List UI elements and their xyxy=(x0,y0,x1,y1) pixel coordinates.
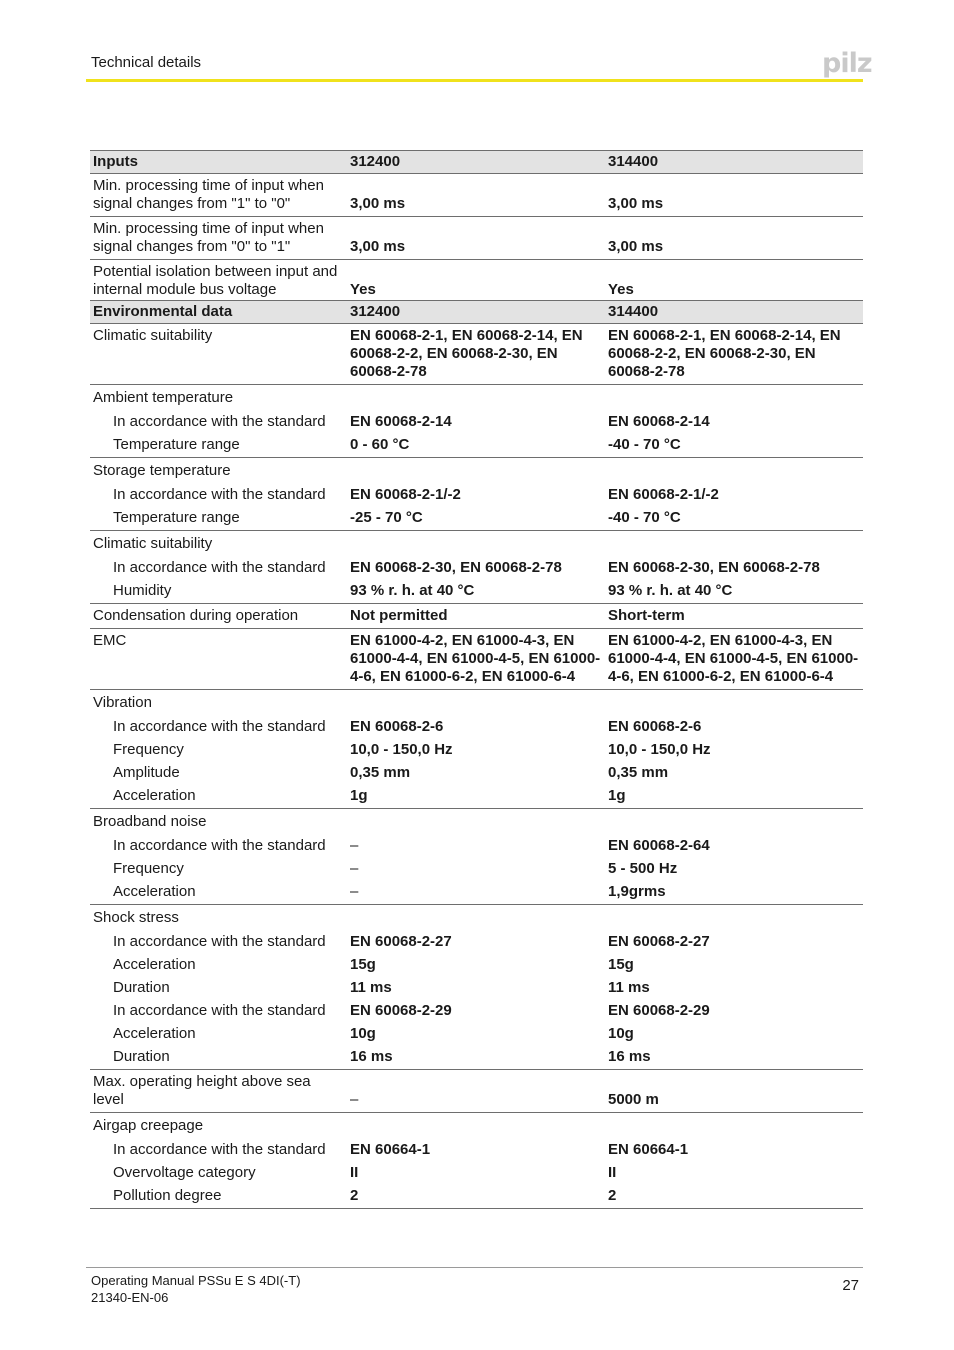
table-row xyxy=(90,739,863,762)
row-value: 5000 m xyxy=(605,1070,863,1113)
row-label: Duration xyxy=(113,979,170,996)
row-value: 5 - 500 Hz xyxy=(608,860,678,877)
table-row xyxy=(90,507,863,531)
row-value: -25 - 70 °C xyxy=(347,507,605,531)
row-value: 0,35 mm xyxy=(608,764,669,781)
row-label: Condensation during operation xyxy=(90,604,347,629)
row-label: Max. operating height above sea level xyxy=(90,1070,347,1113)
section-title: Environmental data xyxy=(90,301,347,324)
table-row xyxy=(90,1113,863,1140)
row-label: In accordance with the standard xyxy=(113,413,326,430)
table-row xyxy=(90,458,863,485)
section-title: Inputs xyxy=(90,151,347,174)
pilz-logo: pilz xyxy=(822,48,872,79)
technical-data-table xyxy=(90,150,863,1209)
row-value: Not permitted xyxy=(347,604,605,629)
row-label: Overvoltage category xyxy=(113,1164,256,1181)
table-row xyxy=(90,785,863,809)
row-label: In accordance with the standard xyxy=(113,486,326,503)
row-value: EN 60068-2-14 xyxy=(608,413,710,430)
row-label: Humidity xyxy=(90,580,347,604)
row-value: EN 60068-2-1/-2 xyxy=(350,486,461,503)
row-value: 3,00 ms xyxy=(347,174,605,217)
row-value: 1g xyxy=(347,785,605,809)
group-label: Airgap creepage xyxy=(93,1117,204,1134)
row-value: 0 - 60 °C xyxy=(347,434,605,458)
row-value: EN 60068-2-1/-2 xyxy=(608,486,719,503)
row-value: EN 61000-4-2, EN 61000-4-3, EN 61000-4-4, EN 61000-4-5, EN 61000-4-6, EN 61000-6-2, EN 61000-6-4 xyxy=(605,629,863,690)
row-value: II xyxy=(608,1164,617,1181)
table-row xyxy=(90,604,863,629)
row-label: Acceleration xyxy=(90,881,347,905)
table-row xyxy=(90,434,863,458)
table-row xyxy=(90,580,863,604)
row-value: EN 60068-2-27 xyxy=(608,933,710,950)
row-label: Frequency xyxy=(113,860,184,877)
table-row xyxy=(90,931,863,954)
group-label: Vibration xyxy=(93,694,152,711)
row-value: 1g xyxy=(605,785,863,809)
row-value: 10g xyxy=(608,1025,634,1042)
row-value: 16 ms xyxy=(347,1046,605,1070)
footer-rule xyxy=(86,1267,863,1268)
table-row xyxy=(90,881,863,905)
table-row xyxy=(90,484,863,507)
row-value: EN 60068-2-14 xyxy=(350,413,452,430)
row-value: 2 xyxy=(347,1185,605,1209)
column-header: 314400 xyxy=(605,301,863,324)
row-value: EN 61000-4-2, EN 61000-4-3, EN 61000-4-4, EN 61000-4-5, EN 61000-4-6, EN 61000-6-2, EN 61000-6-4 xyxy=(347,629,605,690)
table-row xyxy=(90,1023,863,1046)
table-row xyxy=(90,324,863,385)
row-label: Acceleration xyxy=(113,956,196,973)
group-label: Shock stress xyxy=(93,909,179,926)
row-value: 10,0 - 150,0 Hz xyxy=(350,741,453,758)
row-label: Potential isolation between input and internal module bus voltage xyxy=(93,263,338,298)
table-row xyxy=(90,977,863,1000)
column-header: 312400 xyxy=(347,301,605,324)
row-value: – xyxy=(347,881,605,905)
row-value: EN 60068-2-64 xyxy=(608,837,710,854)
row-value: – xyxy=(350,860,359,877)
row-value: 10,0 - 150,0 Hz xyxy=(608,741,711,758)
row-label: In accordance with the standard xyxy=(113,559,326,576)
row-value: 2 xyxy=(605,1185,863,1209)
table-row xyxy=(90,835,863,858)
row-value: Yes xyxy=(350,281,376,298)
row-label: Acceleration xyxy=(113,1025,196,1042)
table-row xyxy=(90,690,863,717)
table-row xyxy=(90,1070,863,1113)
group-label: Climatic suitability xyxy=(93,535,213,552)
row-label: In accordance with the standard xyxy=(113,933,326,950)
row-label: Min. processing time of input when signal changes from "1" to "0" xyxy=(90,174,347,217)
row-value: 10g xyxy=(350,1025,376,1042)
row-value: Short-term xyxy=(605,604,863,629)
group-label: Broadband noise xyxy=(93,813,207,830)
column-header: 314400 xyxy=(605,151,863,174)
row-label: Amplitude xyxy=(113,764,180,781)
row-value: 11 ms xyxy=(350,979,392,996)
row-value: EN 60068-2-27 xyxy=(350,933,452,950)
group-label: Ambient temperature xyxy=(93,389,234,406)
table-row xyxy=(90,716,863,739)
row-value: 1,9grms xyxy=(605,881,863,905)
row-value: EN 60068-2-6 xyxy=(350,718,444,735)
row-label: In accordance with the standard xyxy=(113,718,326,735)
table-row xyxy=(90,260,863,301)
row-value: EN 60068-2-29 xyxy=(350,1002,452,1019)
table-row xyxy=(90,905,863,932)
row-value: 15g xyxy=(608,956,634,973)
row-value: 16 ms xyxy=(605,1046,863,1070)
column-header: 312400 xyxy=(347,151,605,174)
table-row xyxy=(90,858,863,881)
row-label: In accordance with the standard xyxy=(113,837,326,854)
table-row xyxy=(90,411,863,434)
row-label: Min. processing time of input when signal changes from "0" to "1" xyxy=(90,217,347,260)
row-label: Climatic suitability xyxy=(90,324,347,385)
row-value: 93 % r. h. at 40 °C xyxy=(605,580,863,604)
table-row xyxy=(90,385,863,412)
row-value: 11 ms xyxy=(608,979,650,996)
table-row xyxy=(90,1139,863,1162)
row-label: Temperature range xyxy=(90,507,347,531)
row-value: 0,35 mm xyxy=(350,764,411,781)
table-row xyxy=(90,1162,863,1185)
table-row xyxy=(90,762,863,785)
row-label: In accordance with the standard xyxy=(113,1141,326,1158)
table-row xyxy=(90,1046,863,1070)
row-label: In accordance with the standard xyxy=(113,1002,326,1019)
table-row xyxy=(90,174,863,217)
page-number: 27 xyxy=(842,1277,859,1294)
row-label: Duration xyxy=(90,1046,347,1070)
group-label: Storage temperature xyxy=(93,462,231,479)
row-value: 3,00 ms xyxy=(347,217,605,260)
table-row xyxy=(90,809,863,836)
row-label: Frequency xyxy=(113,741,184,758)
table-row xyxy=(90,531,863,558)
row-value: EN 60068-2-1, EN 60068-2-14, EN 60068-2-2, EN 60068-2-30, EN 60068-2-78 xyxy=(605,324,863,385)
table-row xyxy=(90,1185,863,1209)
header-rule xyxy=(86,79,863,82)
row-value: 93 % r. h. at 40 °C xyxy=(347,580,605,604)
row-value: EN 60664-1 xyxy=(608,1141,689,1158)
section-header-environmental xyxy=(90,301,863,324)
table-row xyxy=(90,217,863,260)
row-value: 3,00 ms xyxy=(605,174,863,217)
row-value: EN 60068-2-6 xyxy=(608,718,702,735)
row-value: EN 60068-2-30, EN 60068-2-78 xyxy=(608,559,820,576)
table-row xyxy=(90,557,863,580)
row-value: 3,00 ms xyxy=(605,217,863,260)
footer-manual-title: Operating Manual PSSu E S 4DI(-T) xyxy=(91,1273,301,1288)
section-header-inputs xyxy=(90,151,863,174)
row-label: Pollution degree xyxy=(90,1185,347,1209)
table-row xyxy=(90,954,863,977)
table-row xyxy=(90,629,863,690)
row-value: II xyxy=(350,1164,359,1181)
row-value: -40 - 70 °C xyxy=(605,507,863,531)
row-value: 15g xyxy=(350,956,376,973)
table-row xyxy=(90,1000,863,1023)
row-value: EN 60664-1 xyxy=(350,1141,431,1158)
row-value: -40 - 70 °C xyxy=(605,434,863,458)
row-label: EMC xyxy=(90,629,347,690)
footer-document-number: 21340-EN-06 xyxy=(91,1290,169,1305)
row-label: Temperature range xyxy=(90,434,347,458)
row-value: Yes xyxy=(608,281,634,298)
row-value: EN 60068-2-1, EN 60068-2-14, EN 60068-2-2, EN 60068-2-30, EN 60068-2-78 xyxy=(347,324,605,385)
row-value: – xyxy=(350,837,359,854)
row-label: Acceleration xyxy=(90,785,347,809)
row-value: – xyxy=(347,1070,605,1113)
row-value: EN 60068-2-29 xyxy=(608,1002,710,1019)
header-title: Technical details xyxy=(91,54,202,71)
row-value: EN 60068-2-30, EN 60068-2-78 xyxy=(350,559,562,576)
